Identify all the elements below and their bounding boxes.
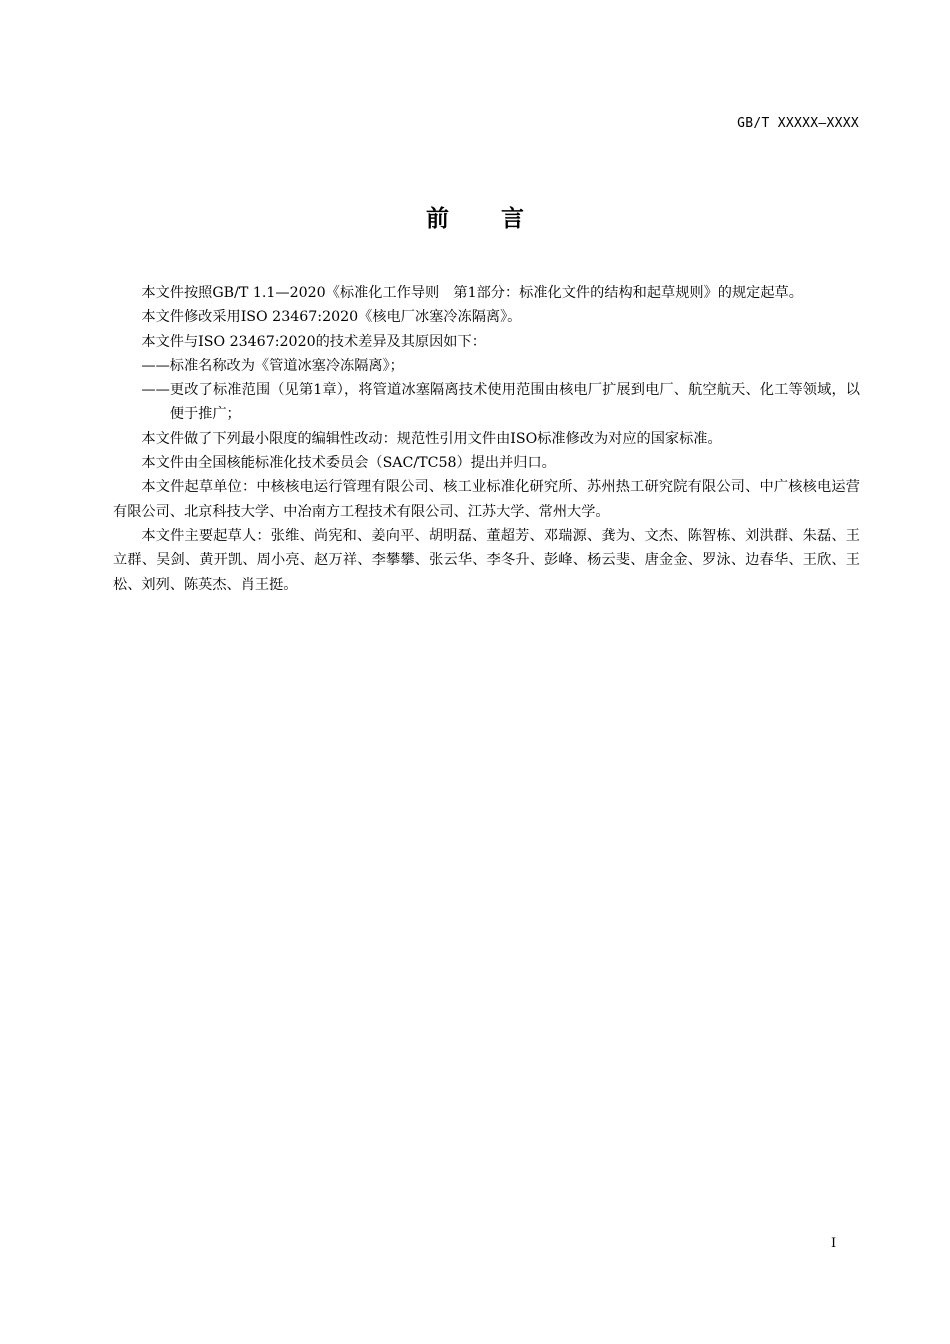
page-number: I: [831, 1236, 837, 1251]
paragraph-technical-differences: 本文件与ISO 23467:2020的技术差异及其原因如下：: [141, 333, 486, 350]
paragraph-drafting-organizations: 本文件起草单位：中核核电运行管理有限公司、核工业标准化研究所、苏州热工研究院有限公司、中广核核电运营有限公司、北京科技大学、中冶南方工程技术有限公司、江苏大学、常州大学。: [113, 479, 860, 520]
title-char-1: 前: [426, 206, 449, 232]
paragraph-drafting-rules: 本文件按照GB/T 1.1—2020《标准化工作导则 第1部分：标准化文件的结构和起草规则》的规定起草。: [141, 285, 803, 301]
difference-item-2: ——更改了标准范围（见第1章），将管道冰塞隔离技术使用范围由核电厂扩展到电厂、航空航天、化工等领域，以便于推广；: [141, 382, 860, 423]
paragraph-modified-adoption: 本文件修改采用ISO 23467:2020《核电厂冰塞冷冻隔离》。: [141, 309, 522, 326]
standard-code: GB/T XXXXX—XXXX: [737, 116, 859, 131]
paragraph-drafters: 本文件主要起草人：张维、尚宪和、姜向平、胡明磊、董超芳、邓瑞源、龚为、文杰、陈智栋、刘洪群、朱磊、王立群、吴剑、黄开凯、周小亮、赵万祥、李攀攀、张云华、李冬升、彭峰、杨云斐、唐金金、罗泳、边春华、王欣、王松、刘列、陈英杰、肖王挺。: [113, 527, 860, 593]
paragraph-committee: 本文件由全国核能标准化技术委员会（SAC/TC58）提出并归口。: [141, 455, 556, 472]
title-char-2: 言: [501, 206, 524, 232]
difference-item-1: ——标准名称改为《管道冰塞冷冻隔离》；: [141, 357, 404, 374]
paragraph-editorial-changes: 本文件做了下列最小限度的编辑性改动：规范性引用文件由ISO标准修改为对应的国家标准。: [141, 430, 722, 447]
foreword-body: [113, 281, 860, 597]
page-title: [0, 200, 950, 233]
